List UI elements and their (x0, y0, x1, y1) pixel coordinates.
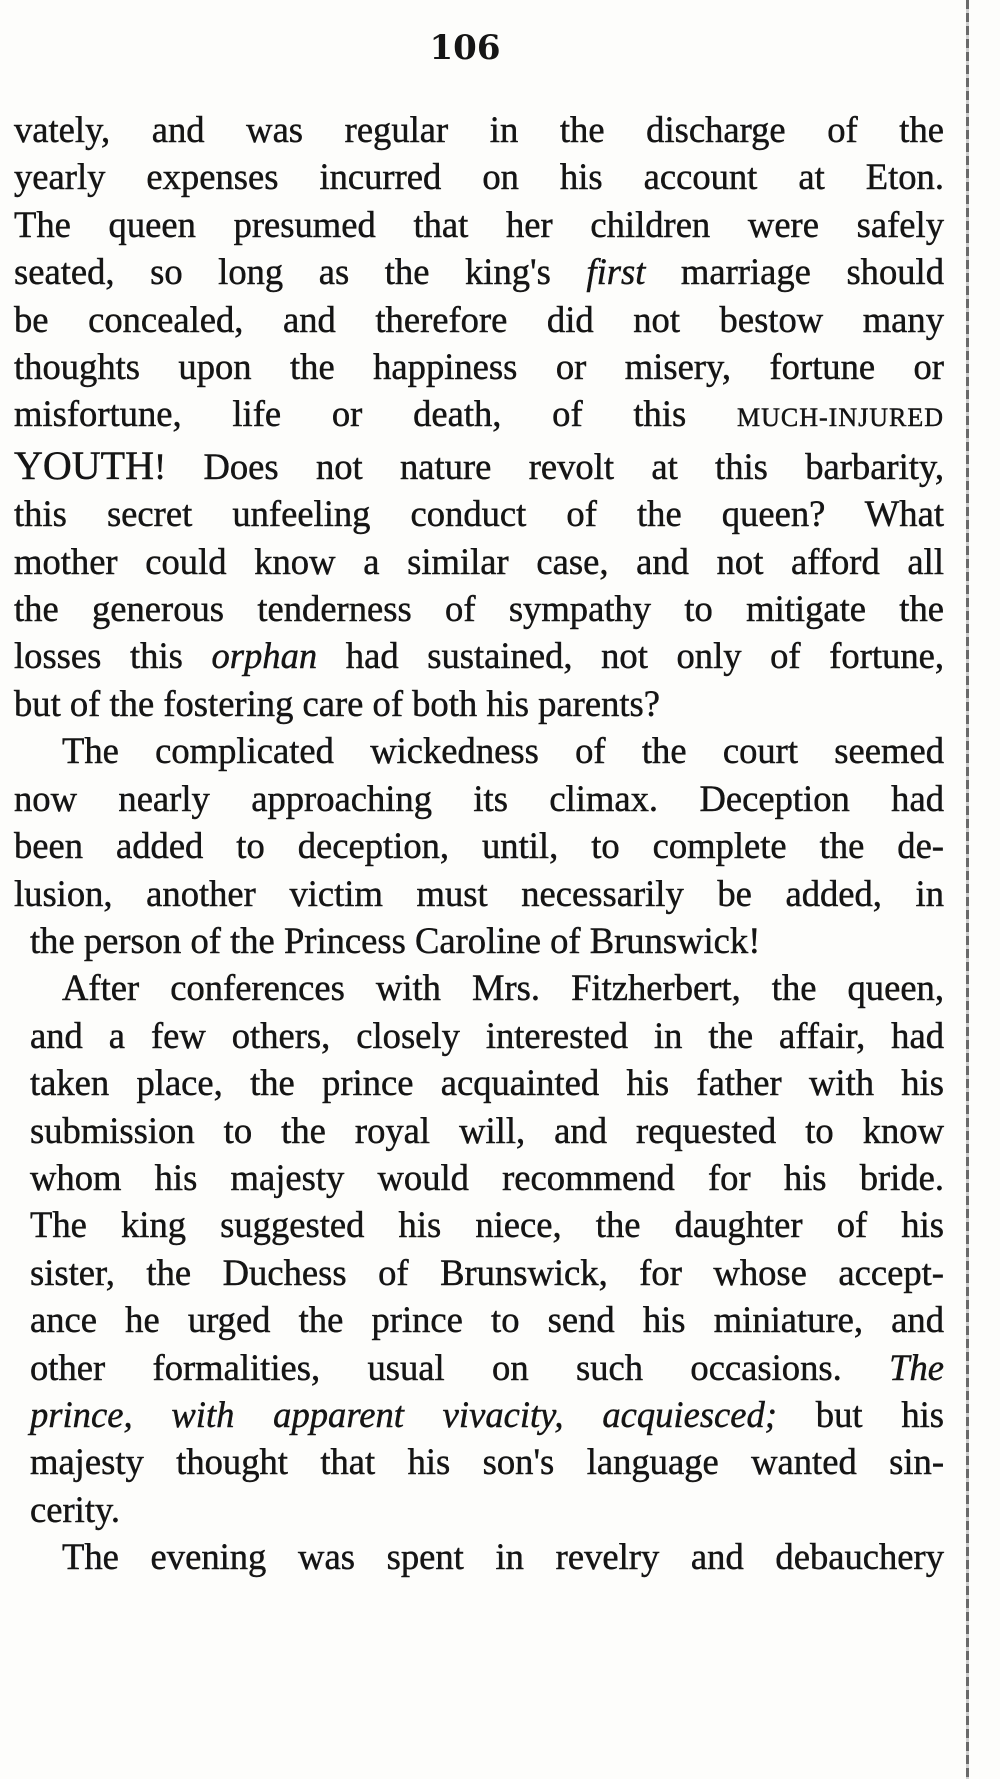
text-line: yearly expenses incurred on his account at Eton. (14, 156, 944, 198)
text-line (14, 248, 944, 295)
text-line: submission to the royal will, and requested to know (30, 1109, 944, 1151)
text-line: be concealed, and therefore did not bestow many (14, 298, 944, 340)
text-line: and a few others, closely interested in the affair, had (30, 1014, 944, 1056)
paragraph-first-line: After conferences with Mrs. Fitzherbert, the queen, (62, 967, 944, 1009)
text-line: lusion, another victim must necessarily be added, in (14, 872, 944, 914)
text-line: but of the fostering care of both his parents? (14, 682, 661, 724)
text-line: The king suggested his niece, the daughter of his (30, 1204, 944, 1246)
small-caps-phrase: MUCH-INJURED (737, 403, 944, 433)
text-line: cerity. (30, 1488, 121, 1530)
text-segment: misfortune, life or death, of this (14, 393, 737, 435)
text-line: sister, the Duchess of Brunswick, for whose accept- (30, 1251, 944, 1293)
text-line (14, 1344, 944, 1391)
text-line: the generous tenderness of sympathy to mitigate the (14, 588, 944, 630)
text-line: mother could know a similar case, and not afford all (14, 540, 944, 582)
text-line (14, 390, 944, 441)
text-line: now nearly approaching its climax. Deception had (14, 777, 944, 819)
text-segment: marriage should (645, 251, 944, 293)
italic-word: first (586, 251, 646, 293)
text-segment: seated, so long as the king's (14, 251, 587, 293)
paragraph-first-line: The evening was spent in revelry and debauchery (62, 1536, 944, 1578)
text-line: whom his majesty would recommend for his bride. (30, 1156, 944, 1198)
text-line (14, 1391, 944, 1438)
text-line: majesty thought that his son's language wanted sin- (30, 1441, 944, 1483)
text-line: ance he urged the prince to send his miniature, and (30, 1299, 944, 1341)
italic-word: orphan (211, 635, 318, 677)
text-line: the person of the Princess Caroline of Brunswick! (30, 919, 761, 961)
text-line (14, 632, 944, 679)
text-line: The queen presumed that her children were safely (14, 203, 944, 245)
italic-phrase: The (889, 1346, 944, 1388)
text-line: this secret unfeeling conduct of the queen? What (14, 493, 944, 535)
text-line: thoughts upon the happiness or misery, fortune or (14, 346, 944, 388)
text-segment: but his (777, 1393, 945, 1435)
text-line: vately, and was regular in the discharge of the (14, 109, 944, 150)
text-line (14, 442, 944, 490)
text-segment: ! Does not nature revolt at this barbarity, (153, 445, 944, 487)
text-line: been added to deception, until, to complete the de- (14, 825, 944, 867)
paragraph-first-line: The complicated wickedness of the court seemed (62, 730, 944, 772)
large-caps-word: YOUTH (14, 442, 154, 488)
text-line: taken place, the prince acquainted his father with his (30, 1062, 944, 1104)
italic-phrase: prince, with apparent vivacity, acquiesced; (30, 1393, 777, 1435)
page-number: 106 (429, 28, 501, 68)
text-segment: had sustained, not only of fortune, (317, 635, 944, 677)
body-text (14, 106, 944, 1581)
text-segment: losses this (14, 635, 212, 677)
text-segment: other formalities, usual on such occasions. (30, 1346, 890, 1388)
page-binding-edge (966, 0, 969, 1779)
